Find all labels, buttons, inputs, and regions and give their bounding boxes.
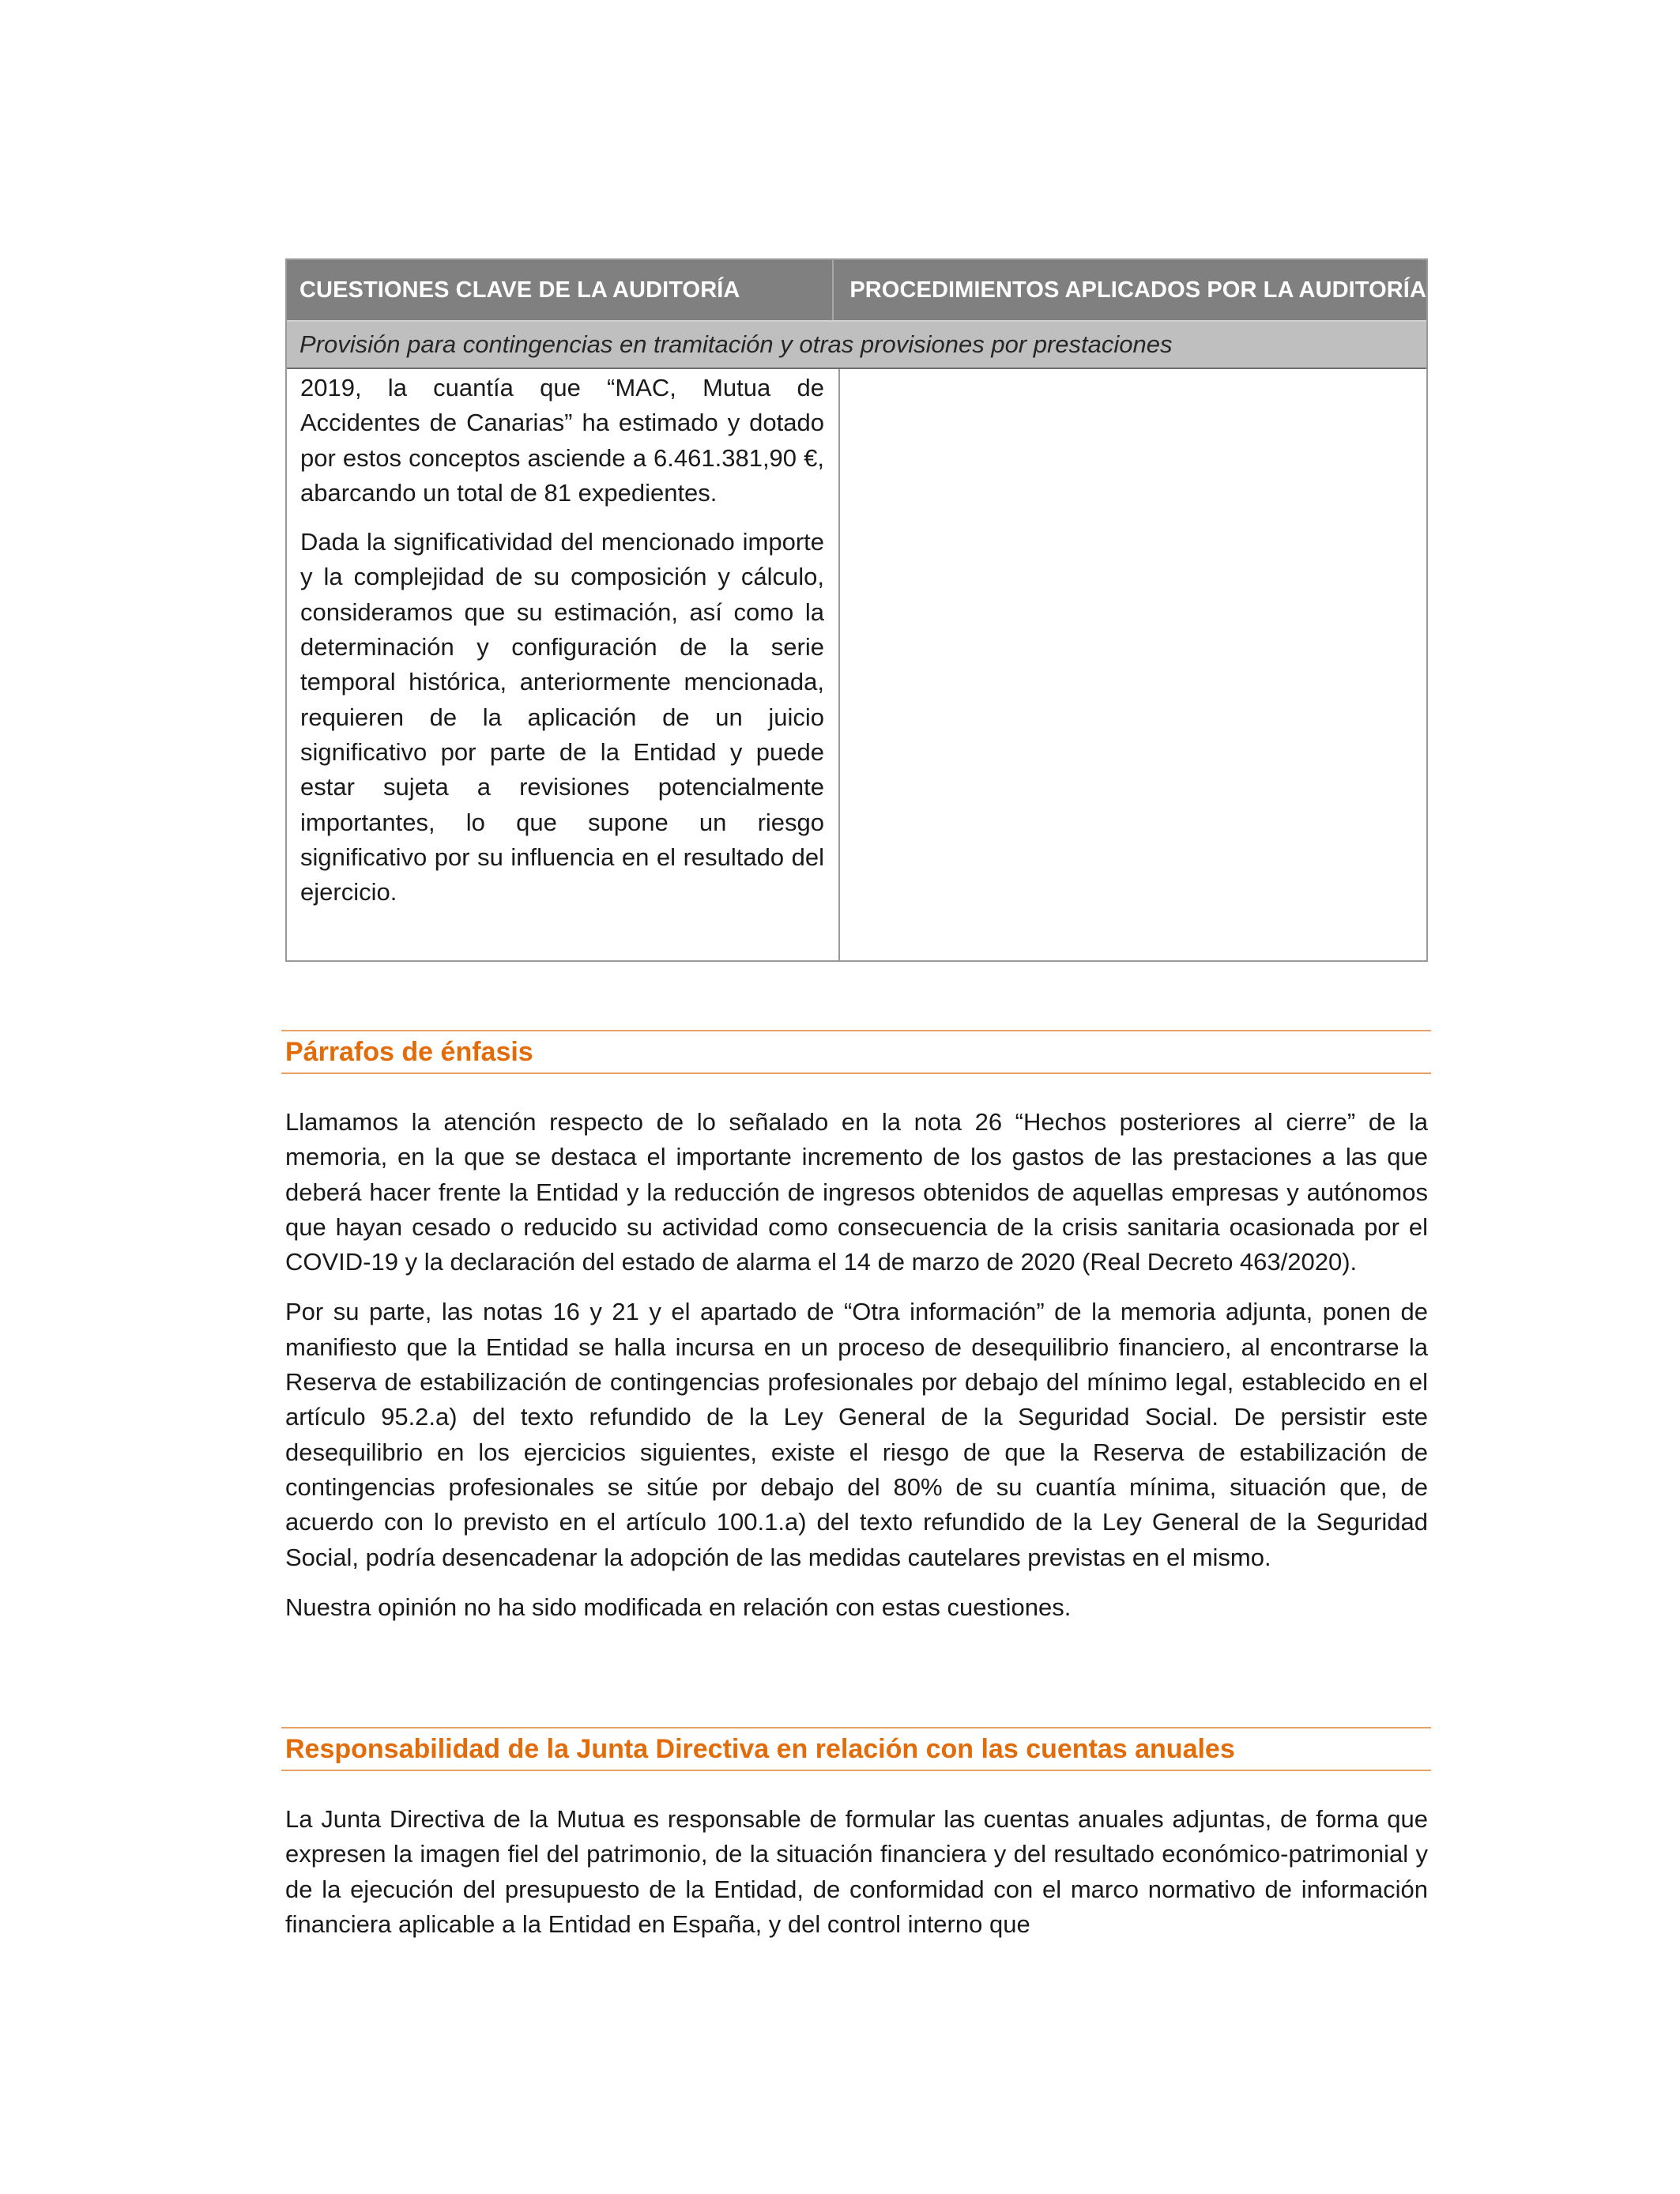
body-paragraph: La Junta Directiva de la Mutua es responsable de formular las cuentas anuales adjuntas, de forma que expresen la imagen fiel del patrimonio, de la situación financiera y del resultado económico-patrimonial y de la ejecución del presupuesto de la Entidad, de conformidad con el marco normativo de información financiera aplicable a la Entidad en España, y del control interno que xyxy=(285,1805,1428,1938)
table-subheader: Provisión para contingencias en tramitación y otras provisiones por prestaciones xyxy=(287,320,1426,369)
table-header-key-matters: CUESTIONES CLAVE DE LA AUDITORÍA xyxy=(287,260,834,320)
cell-paragraph: Dada la significatividad del mencionado importe y la complejidad de su composición y cálculo, consideramos que su estimación, así como la determinación y configuración de la serie temporal histórica, anteriormente mencionada, requieren de la aplicación de un juicio significativo por parte de la Entidad y puede estar sujeta a revisiones potencialmente importantes, lo que supone un riesgo significativo por su influencia en el resultado del ejercicio. xyxy=(300,528,824,907)
table-header-row xyxy=(287,260,1426,320)
section-heading-board-responsibility: Responsabilidad de la Junta Directiva en relación con las cuentas anuales xyxy=(281,1727,1431,1771)
table-cell-procedures xyxy=(840,369,1426,960)
audit-key-matters-table xyxy=(285,258,1428,962)
section-body-emphasis xyxy=(285,1105,1428,1640)
body-paragraph: Llamamos la atención respecto de lo señalado en la nota 26 “Hechos posteriores al cierre” de la memoria, en la que se destaca el importante incremento de los gastos de las prestaciones a las que deberá hacer frente la Entidad y la reducción de ingresos obtenidos de aquellas empresas y autónomos que hayan cesado o reducido su actividad como consecuencia de la crisis sanitaria ocasionada por el COVID-19 y la declaración del estado de alarma el 14 de marzo de 2020 (Real Decreto 463/2020). xyxy=(285,1108,1428,1276)
cell-paragraph: 2019, la cuantía que “MAC, Mutua de Accidentes de Canarias” ha estimado y dotado por estos conceptos asciende a 6.461.381,90 €, abarcando un total de 81 expedientes. xyxy=(300,374,824,507)
table-body-row xyxy=(287,369,1426,960)
body-paragraph: Nuestra opinión no ha sido modificada en relación con estas cuestiones. xyxy=(285,1593,1072,1621)
section-heading-emphasis: Párrafos de énfasis xyxy=(281,1030,1431,1074)
section-body-board-responsibility xyxy=(285,1802,1428,1957)
table-cell-key-matters xyxy=(287,369,840,960)
table-header-procedures: PROCEDIMIENTOS APLICADOS POR LA AUDITORÍA xyxy=(849,277,1426,303)
body-paragraph: Por su parte, las notas 16 y 21 y el apartado de “Otra información” de la memoria adjunta, ponen de manifiesto que la Entidad se halla incursa en un proceso de desequilibrio financiero, al encontrarse la Reserva de estabilización de contingencias profesionales por debajo del mínimo legal, establecido en el artículo 95.2.a) del texto refundido de la Ley General de la Seguridad Social. De persistir este desequilibrio en los ejercicios siguientes, existe el riesgo de que la Reserva de estabilización de contingencias profesionales se sitúe por debajo del 80% de su cuantía mínima, situación que, de acuerdo con lo previsto en el artículo 100.1.a) del texto refundido de la Ley General de la Seguridad Social, podría desencadenar la adopción de las medidas cautelares previstas en el mismo. xyxy=(285,1298,1428,1571)
